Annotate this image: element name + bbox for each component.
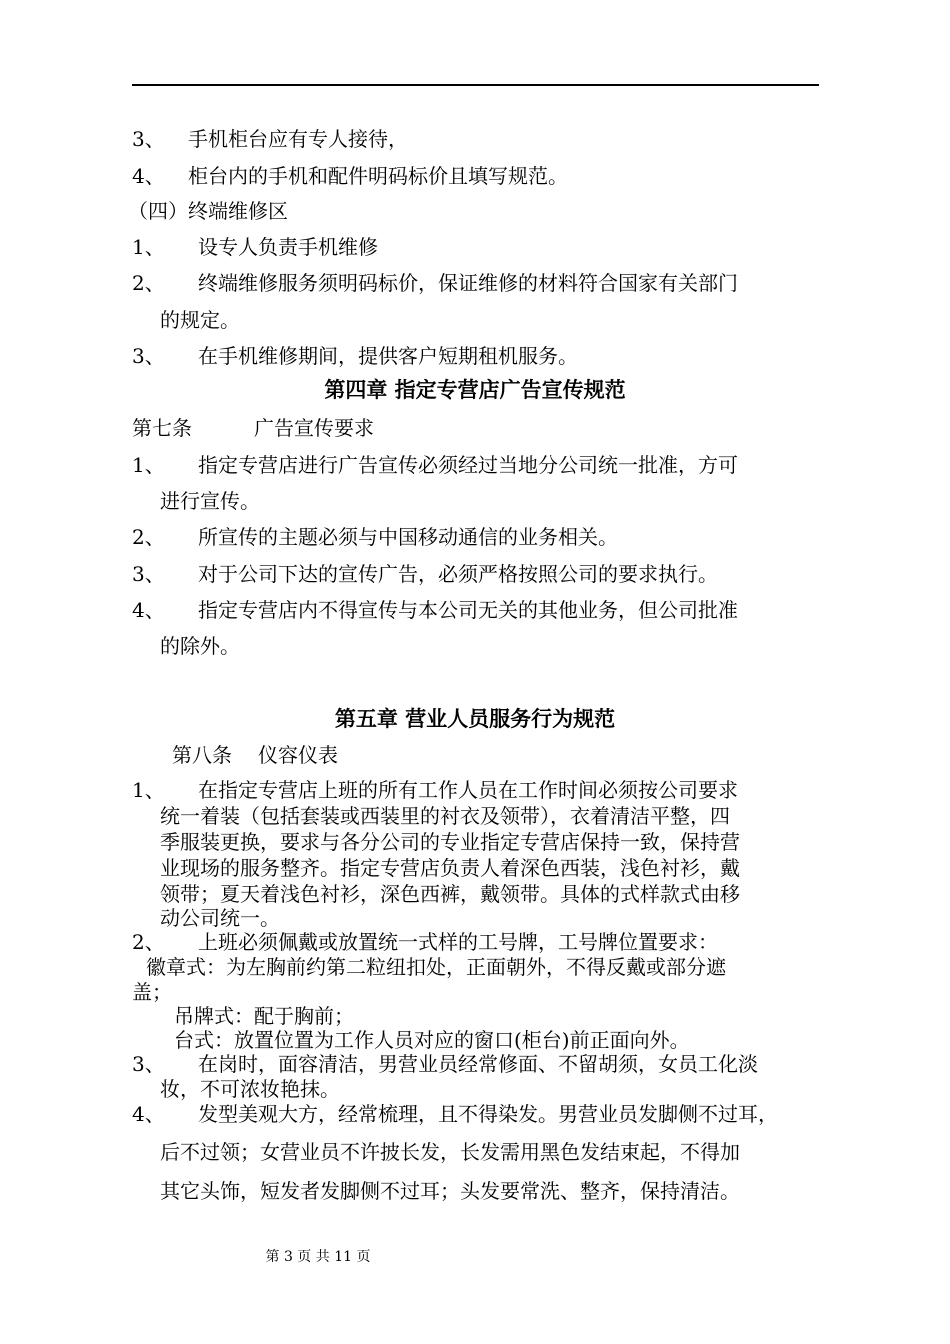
list-item-text: 设专人负责手机维修: [198, 235, 378, 259]
list-item-text: 领带；夏天着浅色衬衫，深色西裤，戴领带。具体的式样款式由移: [160, 882, 740, 906]
list-item-text: 季服装更换，要求与各分公司的专业指定专营店保持一致，保持营: [160, 830, 740, 854]
list-number: 2、: [132, 271, 165, 295]
article-title: 广告宣传要求: [254, 416, 374, 440]
list-number: 3、: [132, 562, 165, 586]
list-item-text: 指定专营店进行广告宣传必须经过当地分公司统一批准，方可: [198, 453, 738, 477]
list-item-text: 所宣传的主题必须与中国移动通信的业务相关。: [198, 525, 618, 549]
list-item-text: 的规定。: [160, 308, 240, 332]
list-number: 3、: [132, 127, 165, 151]
list-item-text: 统一着装（包括套装或西装里的衬衣及领带），衣着清洁平整，四: [160, 804, 730, 828]
list-item-text: 吊牌式：配于胸前；: [174, 1004, 354, 1028]
list-item-text: 终端维修服务须明码标价，保证维修的材料符合国家有关部门: [198, 271, 738, 295]
list-item-text: 盖；: [132, 980, 172, 1004]
list-number: 3、: [132, 344, 165, 368]
list-item-text: 手机柜台应有专人接待，: [188, 127, 408, 151]
list-item-text: 的除外。: [160, 634, 240, 658]
list-item-text: 柜台内的手机和配件明码标价且填写规范。: [188, 164, 568, 188]
list-item-text: 其它头饰，短发者发脚侧不过耳；头发要常洗、整齐，保持清洁。: [160, 1179, 740, 1203]
list-item-text: 上班必须佩戴或放置统一式样的工号牌，工号牌位置要求：: [198, 930, 718, 954]
list-item-text: 后不过领；女营业员不许披长发，长发需用黑色发结束起，不得加: [160, 1140, 740, 1164]
list-item-text: 进行宣传。: [160, 489, 260, 513]
list-number: 1、: [132, 235, 165, 259]
list-item-text: 在指定专营店上班的所有工作人员在工作时间必须按公司要求: [198, 778, 738, 802]
list-item-text: 徽章式：为左胸前约第二粒纽扣处，正面朝外，不得反戴或部分遮: [146, 955, 726, 979]
list-number: 1、: [132, 778, 165, 802]
list-item-text: 发型美观大方，经常梳理，且不得染发。男营业员发脚侧不过耳，: [198, 1102, 778, 1126]
list-number: 4、: [132, 164, 165, 188]
article-title: 仪容仪表: [258, 743, 338, 767]
header-rule: [132, 84, 819, 86]
article-label: 第七条: [132, 416, 192, 440]
list-number: 1、: [132, 453, 165, 477]
list-item-text: 在手机维修期间，提供客户短期租机服务。: [198, 344, 578, 368]
chapter-title: 第五章 营业人员服务行为规范: [334, 706, 616, 731]
section-title: （四）终端维修区: [128, 199, 288, 223]
page-footer: 第 3 页 共 11 页: [265, 1249, 371, 1265]
article-label: 第八条: [172, 743, 232, 767]
list-item-text: 指定专营店内不得宣传与本公司无关的其他业务，但公司批准: [198, 598, 738, 622]
list-item-text: 在岗时，面容清洁，男营业员经常修面、不留胡须，女员工化淡: [198, 1052, 758, 1076]
list-item-text: 台式：放置位置为工作人员对应的窗口(柜台)前正面向外。: [174, 1028, 690, 1052]
list-number: 4、: [132, 1102, 165, 1126]
list-item-text: 业现场的服务整齐。指定专营店负责人着深色西装，浅色衬衫，戴: [160, 856, 740, 880]
list-number: 3、: [132, 1052, 165, 1076]
list-number: 2、: [132, 930, 165, 954]
list-number: 2、: [132, 525, 165, 549]
list-item-text: 妆，不可浓妆艳抹。: [160, 1077, 340, 1101]
chapter-title: 第四章 指定专营店广告宣传规范: [324, 377, 626, 402]
list-number: 4、: [132, 598, 165, 622]
list-item-text: 对于公司下达的宣传广告，必须严格按照公司的要求执行。: [198, 562, 718, 586]
list-item-text: 动公司统一。: [160, 906, 280, 930]
